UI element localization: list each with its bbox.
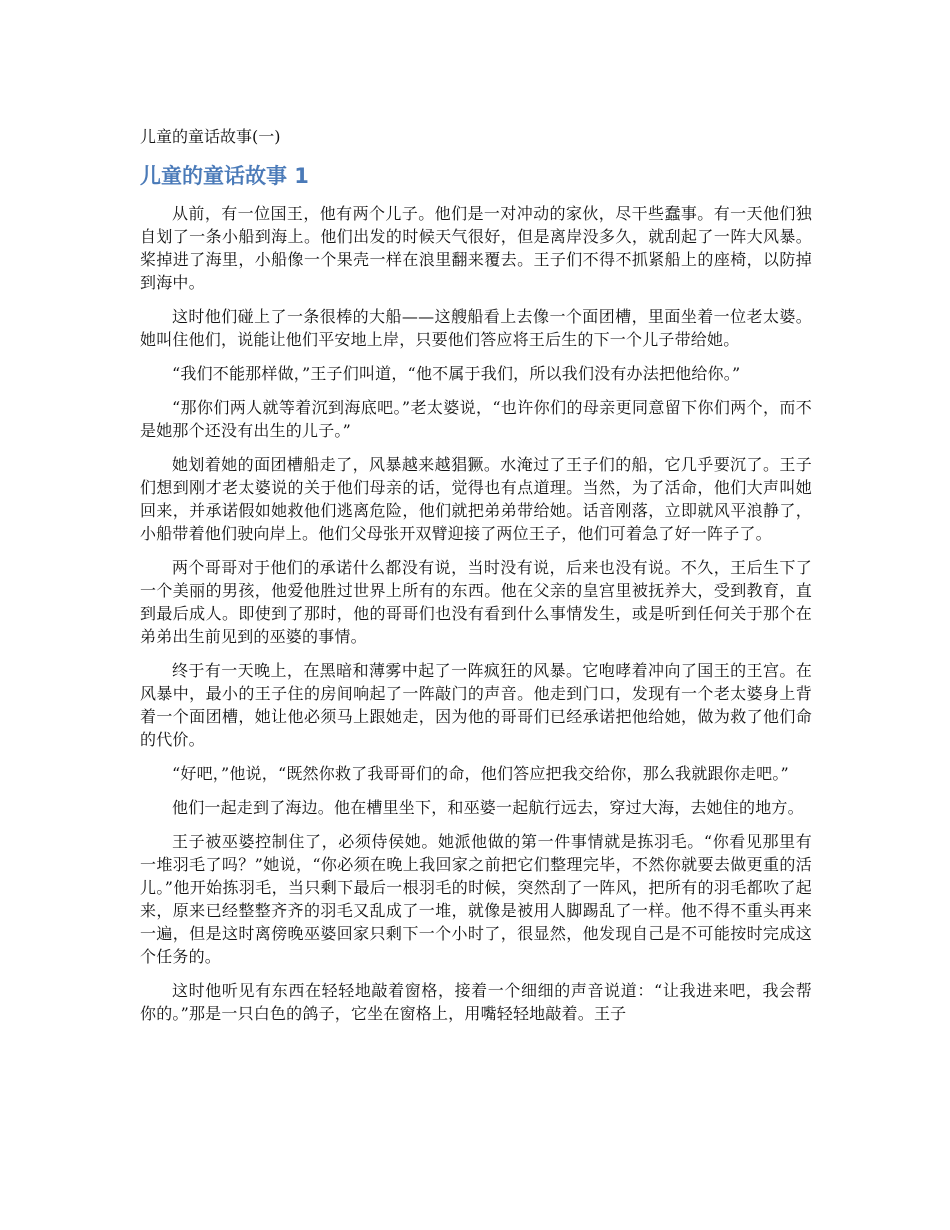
paragraph-8: “好吧，”他说，“既然你救了我哥哥们的命，他们答应把我交给你，那么我就跟你走吧。” <box>172 764 789 783</box>
paragraph-9: 他们一起走到了海边。他在槽里坐下，和巫婆一起航行远去，穿过大海，去她住的地方。 <box>172 798 804 817</box>
paragraph-10: 王子被巫婆控制住了，必须侍侯她。她派他做的第一件事情就是拣羽毛。“你看见那里有一堆羽毛了吗？”她说，“你必须在晚上我回家之前把它们整理完毕，不然你就要去做更重的活儿。”他开始拣羽毛，当只剩下最后一根羽毛的时候，突然刮了一阵风，把所有的羽毛都吹了起来，原来已经整整齐齐的羽毛又乱成了一堆，就像是被用人脚踢乱了一样。他不得不重头再来一遍，但是这时离傍晚巫婆回家只剩下一个小时了，很显然，他发现自己是不可能按时完成这个任务的。 <box>140 832 812 966</box>
paragraph-11: 这时他听见有东西在轻轻地敲着窗格，接着一个细细的声音说道：“让我进来吧，我会帮你的。”那是一只白色的鸽子，它坐在窗格上，用嘴轻轻地敲着。王子 <box>140 981 812 1023</box>
paragraph-7: 终于有一天晚上，在黑暗和薄雾中起了一阵疯狂的风暴。它咆哮着冲向了国王的王宫。在风暴中，最小的王子住的房间响起了一阵敲门的声音。他走到门口，发现有一个老太婆身上背着一个面团槽，她让他必须马上跟她走，因为他的哥哥们已经承诺把他给她，做为救了他们命的代价。 <box>140 661 812 749</box>
paragraph-2: 这时他们碰上了一条很棒的大船——这艘船看上去像一个面团槽，里面坐着一位老太婆。她叫住他们，说能让他们平安地上岸，只要他们答应将王后生的下一个儿子带给她。 <box>140 307 812 349</box>
paragraph-3: “我们不能那样做，”王子们叫道，“他不属于我们，所以我们没有办法把他给你。” <box>172 364 741 383</box>
story-heading: 儿童的童话故事 1 <box>140 164 309 188</box>
document-title: 儿童的童话故事(一) <box>140 127 281 146</box>
story-body <box>140 202 812 1025</box>
paragraph-4: “那你们两人就等着沉到海底吧。”老太婆说，“也许你们的母亲更同意留下你们两个，而不是她那个还没有出生的儿子。” <box>140 398 812 440</box>
document-page <box>140 120 812 1036</box>
paragraph-5: 她划着她的面团槽船走了，风暴越来越猖獗。水淹过了王子们的船，它几乎要沉了。王子们想到刚才老太婆说的关于他们母亲的话，觉得也有点道理。当然，为了活命，他们大声叫她回来，并承诺假如她救他们逃离危险，他们就把弟弟带给她。话音刚落，立即就风平浪静了，小船带着他们驶向岸上。他们父母张开双臂迎接了两位王子，他们可着急了好一阵子了。 <box>140 455 812 543</box>
paragraph-1: 从前，有一位国王，他有两个儿子。他们是一对冲动的家伙，尽干些蠢事。有一天他们独自划了一条小船到海上。他们出发的时候天气很好，但是离岸没多久，就刮起了一阵大风暴。桨掉进了海里，小船像一个果壳一样在浪里翻来覆去。王子们不得不抓紧船上的座椅，以防掉到海中。 <box>140 204 812 292</box>
paragraph-6: 两个哥哥对于他们的承诺什么都没有说，当时没有说，后来也没有说。不久，王后生下了一个美丽的男孩，他爱他胜过世界上所有的东西。他在父亲的皇宫里被抚养大，受到教育，直到最后成人。即使到了那时，他的哥哥们也没有看到什么事情发生，或是听到任何关于那个在弟弟出生前见到的巫婆的事情。 <box>140 558 812 646</box>
